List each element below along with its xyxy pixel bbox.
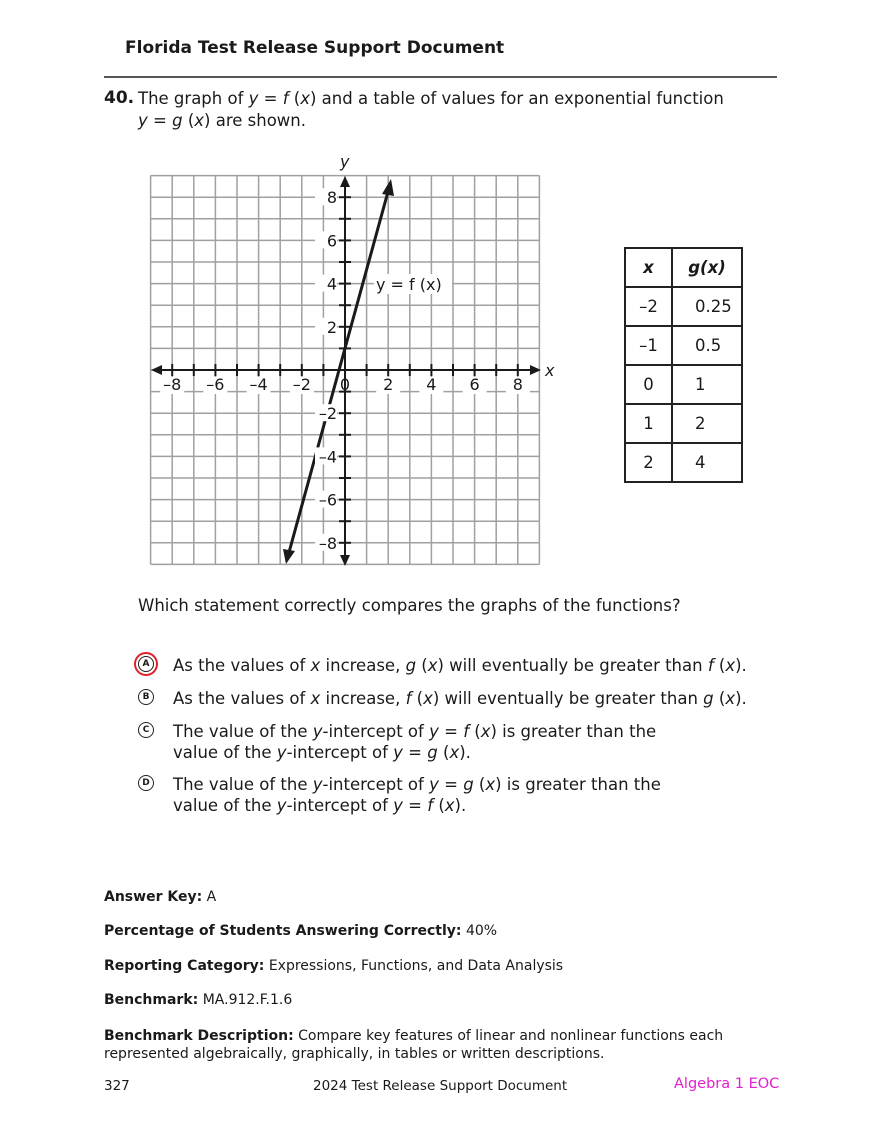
question-number: 40. (104, 88, 135, 108)
y-tick-label: 4 (326, 274, 337, 294)
fx-line (288, 188, 389, 556)
y-tick-label: –6 (318, 490, 337, 510)
y-tick-label: 2 (326, 317, 337, 337)
option-text: value of the y-intercept of y = f (x). (173, 796, 467, 815)
x-tick-label: 6 (469, 375, 480, 394)
document-header: Florida Test Release Support Document (125, 38, 505, 58)
y-tick-label: –2 (318, 404, 337, 424)
option-bubble-a-selected[interactable]: A (138, 656, 154, 672)
x-tick-label: –4 (249, 375, 268, 394)
x-tick-label: –8 (163, 375, 182, 394)
cell-gx: 1 (672, 365, 742, 404)
benchmark-description: Benchmark Description: Compare key features of linear and nonlinear functions each represented algebraically, graphically, in tables or written descriptions. (104, 1028, 724, 1062)
column-header-x: x (625, 248, 672, 287)
y-tick-label: 8 (326, 188, 337, 208)
footer-title: 2024 Test Release Support Document (313, 1078, 568, 1094)
header-divider (104, 76, 777, 78)
page-number: 327 (104, 1078, 130, 1094)
x-tick-label: 4 (426, 375, 437, 394)
gx-values-table (624, 247, 743, 483)
cell-x: 2 (625, 443, 672, 482)
option-bubble-b[interactable]: B (138, 689, 154, 705)
y-tick-label: 6 (326, 231, 337, 251)
cell-gx: 4 (672, 443, 742, 482)
coordinate-graph (140, 148, 570, 578)
table-row (625, 365, 742, 404)
column-header-gx: g(x) (672, 248, 742, 287)
footer-course: Algebra 1 EOC (674, 1076, 780, 1092)
table-header-row (625, 248, 742, 287)
option-bubble-c[interactable]: C (138, 722, 154, 738)
x-axis-left-arrow-icon (151, 365, 162, 375)
x-tick-label: 0 (339, 375, 351, 394)
fx-line-down-arrow-icon (283, 549, 295, 564)
option-text: As the values of x increase, g (x) will eventually be greater than f (x). (173, 656, 747, 675)
stem-line-2: y = g (x) are shown. (138, 111, 306, 130)
reporting-category: Reporting Category: Expressions, Functions, and Data Analysis (104, 958, 564, 974)
x-tick-label: 2 (383, 375, 394, 394)
answer-option-a[interactable] (138, 655, 778, 676)
x-tick-label: –6 (206, 375, 225, 394)
option-text: The value of the y-intercept of y = f (x) is greater than the (173, 722, 657, 741)
cell-x: –2 (625, 287, 672, 326)
x-tick-label: 8 (512, 375, 523, 394)
table-row (625, 404, 742, 443)
option-text: The value of the y-intercept of y = g (x) is greater than the (173, 775, 661, 794)
question-prompt: Which statement correctly compares the graphs of the functions? (138, 596, 681, 615)
cell-gx: 2 (672, 404, 742, 443)
table-row (625, 287, 742, 326)
question-stem (138, 88, 778, 132)
answer-option-c[interactable] (138, 721, 778, 763)
cell-gx: 0.5 (672, 326, 742, 365)
percent-correct: Percentage of Students Answering Correctly: 40% (104, 923, 498, 939)
cell-x: –1 (625, 326, 672, 365)
fx-line-label: y = f (x) (376, 275, 442, 294)
cell-gx: 0.25 (672, 287, 742, 326)
stem-line-1: The graph of y = f (x) and a table of values for an exponential function (138, 89, 724, 108)
y-tick-label: –4 (318, 447, 337, 467)
x-tick-label: –2 (292, 375, 311, 394)
x-axis-label: x (545, 361, 555, 380)
answer-option-b[interactable] (138, 688, 778, 709)
cell-x: 1 (625, 404, 672, 443)
cell-x: 0 (625, 365, 672, 404)
option-text: value of the y-intercept of y = g (x). (173, 743, 471, 762)
y-axis-up-arrow-icon (340, 176, 350, 187)
option-text: As the values of x increase, f (x) will eventually be greater than g (x). (173, 689, 747, 708)
benchmark: Benchmark: MA.912.F.1.6 (104, 992, 293, 1008)
option-bubble-d[interactable]: D (138, 775, 154, 791)
y-tick-label: –8 (318, 533, 337, 553)
table-row (625, 326, 742, 365)
answer-option-d[interactable] (138, 774, 778, 816)
table-row (625, 443, 742, 482)
answer-key: Answer Key: A (104, 889, 217, 905)
y-axis-label: y (340, 152, 350, 171)
